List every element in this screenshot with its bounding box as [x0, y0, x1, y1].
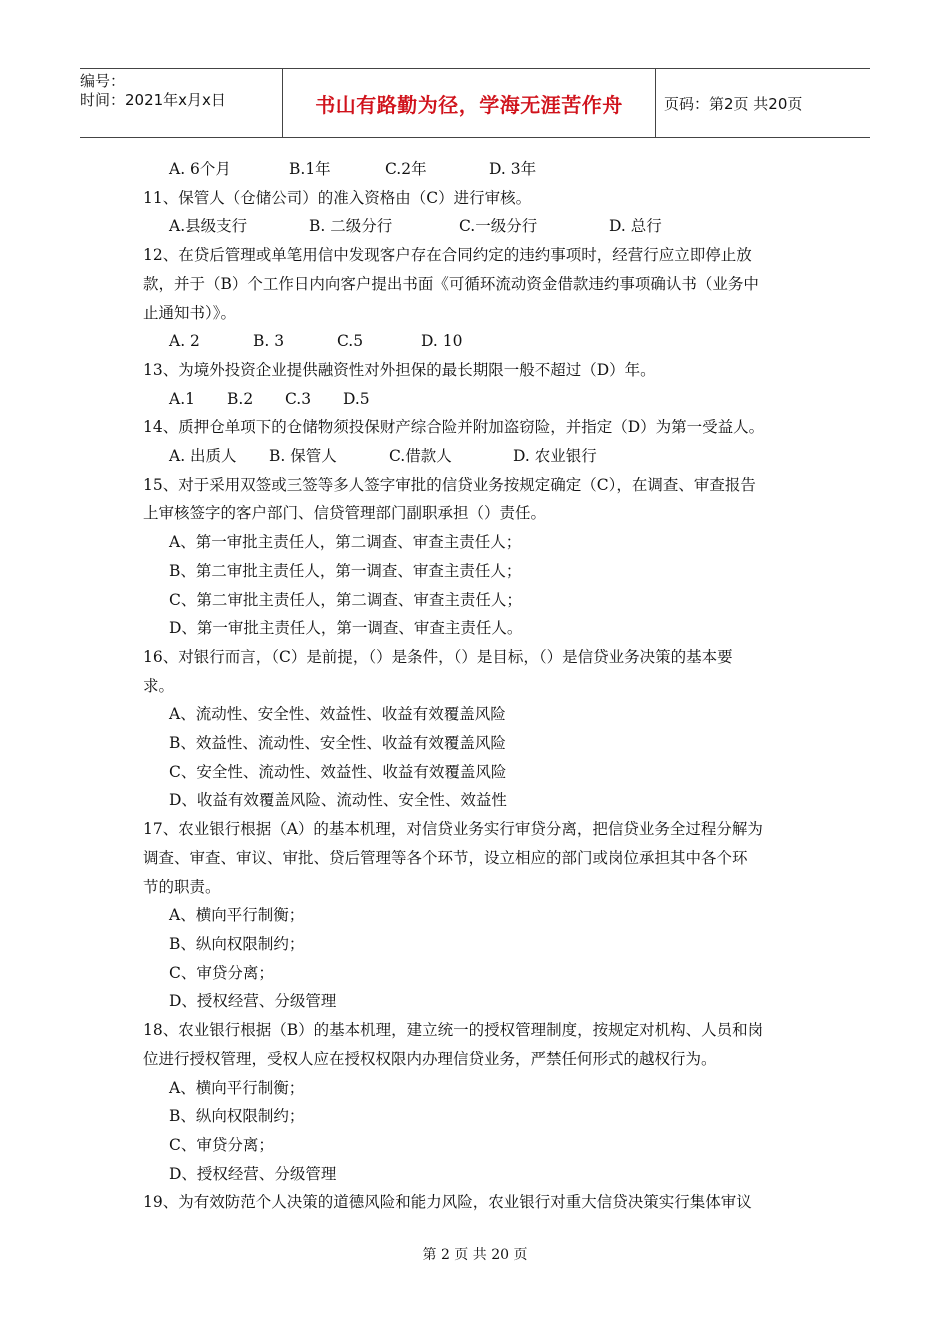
option: D.5 — [343, 389, 370, 408]
q18-option-b: B、纵向权限制约； — [169, 1107, 305, 1126]
question-17-line: 调查、审查、审议、审批、贷后管理等各个环节，设立相应的部门或岗位承担其中各个环 — [143, 848, 748, 867]
q17-option-d: D、授权经营、分级管理 — [169, 992, 337, 1011]
q18-option-d: D、授权经营、分级管理 — [169, 1164, 337, 1183]
q16-option-b: B、效益性、流动性、安全性、收益有效覆盖风险 — [169, 734, 506, 753]
option: A.县级支行 — [169, 217, 248, 236]
header-motto-cell — [282, 69, 656, 137]
question-16-line: 16、对银行而言，（C）是前提，（）是条件，（）是目标，（）是信贷业务决策的基本要 — [143, 647, 733, 666]
question-16-line: 求。 — [143, 676, 175, 695]
q17-option-c: C、审贷分离； — [169, 963, 274, 982]
option: C.一级分行 — [459, 217, 538, 236]
q18-option-a: A、横向平行制衡； — [169, 1078, 305, 1097]
option: B.1年 — [289, 160, 331, 178]
page-header — [80, 68, 870, 138]
q15-option-c: C、第二审批主责任人，第二调查、审查主责任人； — [169, 590, 522, 609]
q15-option-b: B、第二审批主责任人，第一调查、审查主责任人； — [169, 561, 522, 580]
option: D. 农业银行 — [513, 447, 597, 466]
document-number-label: 编号： — [80, 72, 126, 90]
q15-option-d: D、第一审批主责任人，第一调查、审查主责任人。 — [169, 619, 523, 638]
q14-options — [143, 442, 813, 471]
option: C.借款人 — [389, 447, 452, 466]
q12-options — [143, 327, 813, 356]
option: A.1 — [169, 389, 195, 408]
option: C.3 — [285, 389, 312, 408]
question-15-line: 15、对于采用双签或三签等多人签字审批的信贷业务按规定确定（C），在调查、审查报告 — [143, 475, 756, 494]
q13-options — [143, 385, 813, 414]
footer-page-number: 第 2 页 共 20 页 — [422, 1247, 528, 1263]
option: B. 二级分行 — [309, 217, 393, 236]
q16-option-a: A、流动性、安全性、效益性、收益有效覆盖风险 — [169, 705, 506, 724]
q18-option-c: C、审贷分离； — [169, 1135, 274, 1154]
document-time-label: 时间：2021年x月x日 — [80, 91, 226, 109]
question-12-line: 止通知书）》。 — [143, 303, 237, 322]
q15-option-a: A、第一审批主责任人，第二调查、审查主责任人； — [169, 533, 522, 552]
question-18-line: 18、农业银行根据（B）的基本机理，建立统一的授权管理制度，按规定对机构、人员和岗 — [143, 1021, 764, 1040]
option: C.5 — [337, 332, 364, 351]
question-15-line: 上审核签字的客户部门、信贷管理部门副职承担（）责任。 — [143, 504, 547, 523]
header-meta — [80, 69, 280, 140]
q17-option-a: A、横向平行制衡； — [169, 906, 305, 925]
header-page-cell — [664, 69, 870, 137]
question-14: 14、质押仓单项下的仓储物须投保财产综合险并附加盗窃险，并指定（D）为第一受益人。 — [143, 418, 765, 437]
question-12-line: 款，并于（B）个工作日内向客户提出书面《可循环流动资金借款违约事项确认书（业务中 — [143, 274, 759, 293]
q10-options — [143, 155, 813, 184]
option: D. 10 — [421, 332, 463, 351]
question-11: 11、保管人（仓储公司）的准入资格由（C）进行审核。 — [143, 188, 532, 207]
question-17-line: 17、农业银行根据（A）的基本机理，对信贷业务实行审贷分离，把信贷业务全过程分解为 — [143, 820, 763, 839]
q17-option-b: B、纵向权限制约； — [169, 934, 305, 953]
option: A. 2 — [169, 332, 200, 351]
option: B.2 — [227, 389, 254, 408]
question-18-line: 位进行授权管理，受权人应在授权权限内办理信贷业务，严禁任何形式的越权行为。 — [143, 1049, 717, 1068]
option: A. 出质人 — [169, 447, 237, 466]
option: A. 6个月 — [169, 160, 231, 178]
q16-option-d: D、收益有效覆盖风险、流动性、安全性、效益性 — [169, 791, 507, 810]
q11-options — [143, 212, 813, 241]
page-footer — [0, 1244, 950, 1264]
header-motto: 书山有路勤为径，学海无涯苦作舟 — [315, 92, 623, 117]
header-page-label: 页码：第2页 共20页 — [664, 94, 803, 113]
q16-option-c: C、安全性、流动性、效益性、收益有效覆盖风险 — [169, 762, 507, 781]
question-12-line: 12、在贷后管理或单笔用信中发现客户存在合同约定的违约事项时，经营行应立即停止放 — [143, 246, 752, 265]
option: D. 3年 — [489, 160, 537, 178]
question-13: 13、为境外投资企业提供融资性对外担保的最长期限一般不超过（D）年。 — [143, 360, 656, 379]
document-body — [143, 155, 813, 1217]
option: C.2年 — [385, 160, 427, 178]
question-19: 19、为有效防范个人决策的道德风险和能力风险，农业银行对重大信贷决策实行集体审议 — [143, 1193, 752, 1212]
option: B. 保管人 — [269, 447, 337, 466]
option: D. 总行 — [609, 217, 662, 236]
option: B. 3 — [253, 332, 285, 351]
question-17-line: 节的职责。 — [143, 877, 221, 896]
